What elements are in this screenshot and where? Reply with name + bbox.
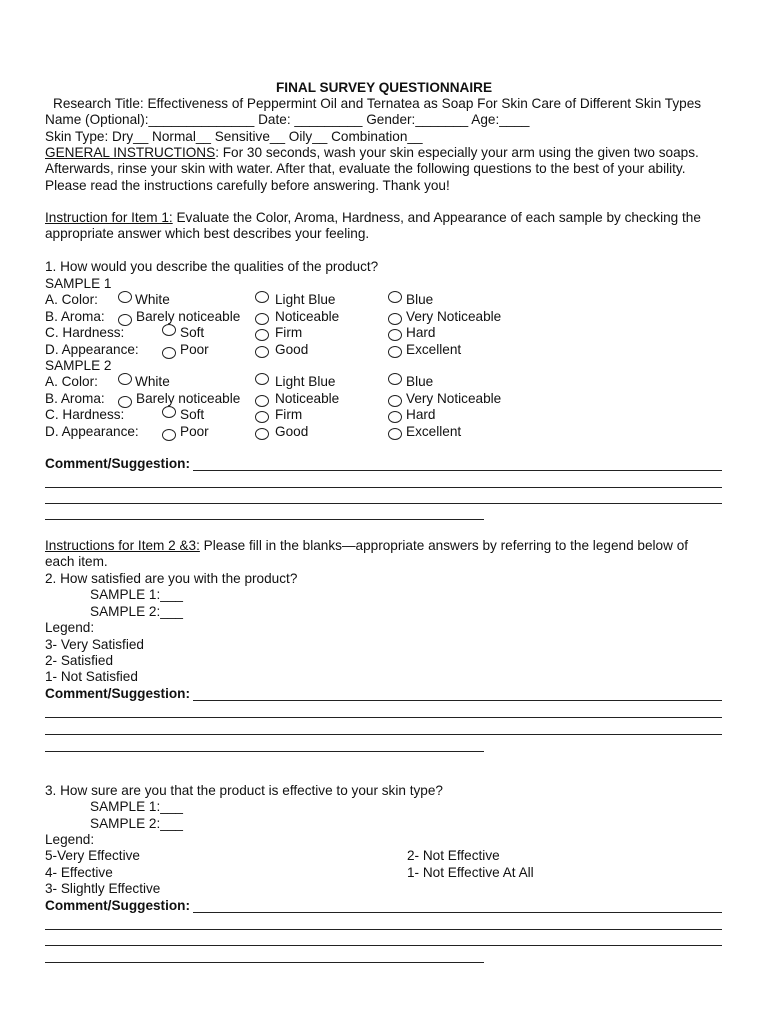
- comment-line[interactable]: [45, 962, 484, 963]
- respondent-fields[interactable]: Name (Optional):______________ Date: _________ Gender:_______ Age:____: [45, 112, 530, 127]
- comment-line[interactable]: [45, 503, 722, 504]
- q3-legend-item: 3- Slightly Effective: [45, 881, 161, 896]
- attribute-label: C. Hardness:: [45, 407, 125, 423]
- radio-option-label[interactable]: Good: [275, 423, 309, 439]
- q3-sample2-blank[interactable]: SAMPLE 2:___: [90, 816, 183, 831]
- radio-option-label[interactable]: Blue: [406, 292, 434, 308]
- research-title: Research Title: Effectiveness of Peppermint Oil and Ternatea as Soap For Skin Care of Different Skin Types: [53, 96, 702, 111]
- q3-legend-label: Legend:: [45, 832, 95, 847]
- comment-line[interactable]: [45, 734, 722, 735]
- item23-instruction-label: Instructions for Item 2 &3:: [45, 538, 200, 553]
- q3-sample1-blank[interactable]: SAMPLE 1:___: [90, 799, 183, 814]
- radio-option-circle[interactable]: [255, 346, 269, 358]
- radio-option-circle[interactable]: [118, 291, 132, 303]
- radio-option-label[interactable]: Firm: [275, 325, 303, 341]
- item23-instruction-line2: each item.: [45, 554, 108, 569]
- q2-legend-item: 1- Not Satisfied: [45, 669, 138, 684]
- radio-option-label[interactable]: Poor: [180, 341, 209, 357]
- attribute-label: C. Hardness:: [45, 325, 125, 341]
- q2-sample1-blank[interactable]: SAMPLE 1:___: [90, 587, 183, 602]
- comment-line[interactable]: [45, 519, 484, 520]
- general-instructions-text: : For 30 seconds, wash your skin especially your arm using the given two soaps.: [215, 145, 699, 160]
- radio-option-circle[interactable]: [388, 373, 402, 385]
- radio-option-label[interactable]: Noticeable: [275, 390, 340, 406]
- radio-option-label[interactable]: Hard: [406, 407, 436, 423]
- radio-option-label[interactable]: Soft: [180, 407, 205, 423]
- radio-option-label[interactable]: Barely noticeable: [136, 308, 241, 324]
- comment-label-1: Comment/Suggestion:: [45, 456, 190, 471]
- q2-sample2-blank[interactable]: SAMPLE 2:___: [90, 604, 183, 619]
- attribute-label: A. Color:: [45, 374, 98, 390]
- radio-option-circle[interactable]: [388, 395, 402, 407]
- radio-option-circle[interactable]: [255, 373, 269, 385]
- radio-option-label[interactable]: Soft: [180, 325, 205, 341]
- radio-option-label[interactable]: Barely noticeable: [136, 390, 241, 406]
- comment-line[interactable]: [45, 751, 484, 752]
- comment-line[interactable]: [45, 945, 722, 946]
- radio-option-circle[interactable]: [255, 329, 269, 341]
- skin-type-fields[interactable]: Skin Type: Dry__ Normal__ Sensitive__ Oily__ Combination__: [45, 129, 423, 144]
- radio-option-circle[interactable]: [118, 396, 132, 408]
- radio-option-label[interactable]: Excellent: [406, 423, 462, 439]
- comment-line[interactable]: [193, 700, 722, 701]
- radio-option-label[interactable]: Very Noticeable: [406, 308, 502, 324]
- radio-option-circle[interactable]: [118, 373, 132, 385]
- q3-legend-item: 1- Not Effective At All: [407, 865, 534, 880]
- item23-instruction-text: Please fill in the blanks—appropriate answers by referring to the legend below of: [199, 538, 689, 553]
- radio-option-circle[interactable]: [388, 411, 402, 423]
- sample-heading: SAMPLE 1: [45, 276, 112, 291]
- radio-option-label[interactable]: Blue: [406, 374, 434, 390]
- q3-legend-item: 2- Not Effective: [407, 848, 500, 863]
- general-instructions-line1: [45, 145, 699, 161]
- q2-legend-item: 3- Very Satisfied: [45, 637, 144, 652]
- item1-instruction-line1: [45, 210, 701, 226]
- radio-option-circle[interactable]: [388, 346, 402, 358]
- radio-option-label[interactable]: Noticeable: [275, 308, 340, 324]
- q3-legend-item: 5-Very Effective: [45, 848, 140, 863]
- radio-option-circle[interactable]: [118, 314, 132, 326]
- radio-option-label[interactable]: Light Blue: [275, 374, 336, 390]
- radio-option-label[interactable]: Good: [275, 341, 309, 357]
- sample-heading: SAMPLE 2: [45, 358, 112, 373]
- radio-option-circle[interactable]: [388, 428, 402, 440]
- question-2: 2. How satisfied are you with the product?: [45, 571, 298, 586]
- q3-legend-item: 4- Effective: [45, 865, 113, 880]
- general-instructions-label: GENERAL INSTRUCTIONS: [45, 145, 216, 160]
- comment-line[interactable]: [45, 487, 722, 488]
- radio-option-circle[interactable]: [162, 324, 176, 336]
- question-3: 3. How sure are you that the product is effective to your skin type?: [45, 783, 443, 798]
- radio-option-circle[interactable]: [162, 406, 176, 418]
- q2-legend-item: 2- Satisfied: [45, 653, 114, 668]
- radio-option-circle[interactable]: [255, 395, 269, 407]
- item1-instruction-text: Evaluate the Color, Aroma, Hardness, and Appearance of each sample by checking the: [172, 210, 701, 225]
- comment-line[interactable]: [45, 929, 722, 930]
- attribute-label: D. Appearance:: [45, 423, 139, 439]
- radio-option-label[interactable]: White: [135, 292, 170, 308]
- radio-option-circle[interactable]: [255, 313, 269, 325]
- q2-legend-label: Legend:: [45, 620, 95, 635]
- attribute-label: A. Color:: [45, 292, 98, 308]
- radio-option-circle[interactable]: [255, 428, 269, 440]
- radio-option-circle[interactable]: [162, 347, 176, 359]
- item23-instruction-line1: [45, 538, 688, 554]
- radio-option-label[interactable]: Light Blue: [275, 292, 336, 308]
- attribute-label: B. Aroma:: [45, 390, 105, 406]
- attribute-label: B. Aroma:: [45, 308, 105, 324]
- radio-option-circle[interactable]: [255, 291, 269, 303]
- item1-instruction-line2: appropriate answer which best describes your feeling.: [45, 226, 370, 241]
- radio-option-circle[interactable]: [162, 429, 176, 441]
- item1-instruction-label: Instruction for Item 1:: [45, 210, 173, 225]
- comment-line[interactable]: [45, 717, 722, 718]
- radio-option-label[interactable]: Hard: [406, 325, 436, 341]
- radio-option-label[interactable]: Poor: [180, 423, 209, 439]
- comment-label-3: Comment/Suggestion:: [45, 898, 190, 913]
- radio-option-label[interactable]: White: [135, 374, 170, 390]
- general-instructions-line3: Please read the instructions carefully before answering. Thank you!: [45, 178, 450, 193]
- page-title: FINAL SURVEY QUESTIONNAIRE: [275, 80, 493, 95]
- comment-label-2: Comment/Suggestion:: [45, 686, 190, 701]
- radio-option-circle[interactable]: [388, 291, 402, 303]
- comment-line[interactable]: [193, 912, 722, 913]
- radio-option-circle[interactable]: [388, 329, 402, 341]
- radio-option-label[interactable]: Very Noticeable: [406, 390, 502, 406]
- radio-option-label[interactable]: Excellent: [406, 341, 462, 357]
- radio-option-circle[interactable]: [255, 411, 269, 423]
- radio-option-circle[interactable]: [388, 313, 402, 325]
- radio-option-label[interactable]: Firm: [275, 407, 303, 423]
- question-1: 1. How would you describe the qualities of the product?: [45, 259, 379, 274]
- comment-line[interactable]: [193, 470, 722, 471]
- general-instructions-line2: Afterwards, rinse your skin with water. After that, evaluate the following questions to the best of your ability.: [45, 161, 686, 176]
- attribute-label: D. Appearance:: [45, 341, 139, 357]
